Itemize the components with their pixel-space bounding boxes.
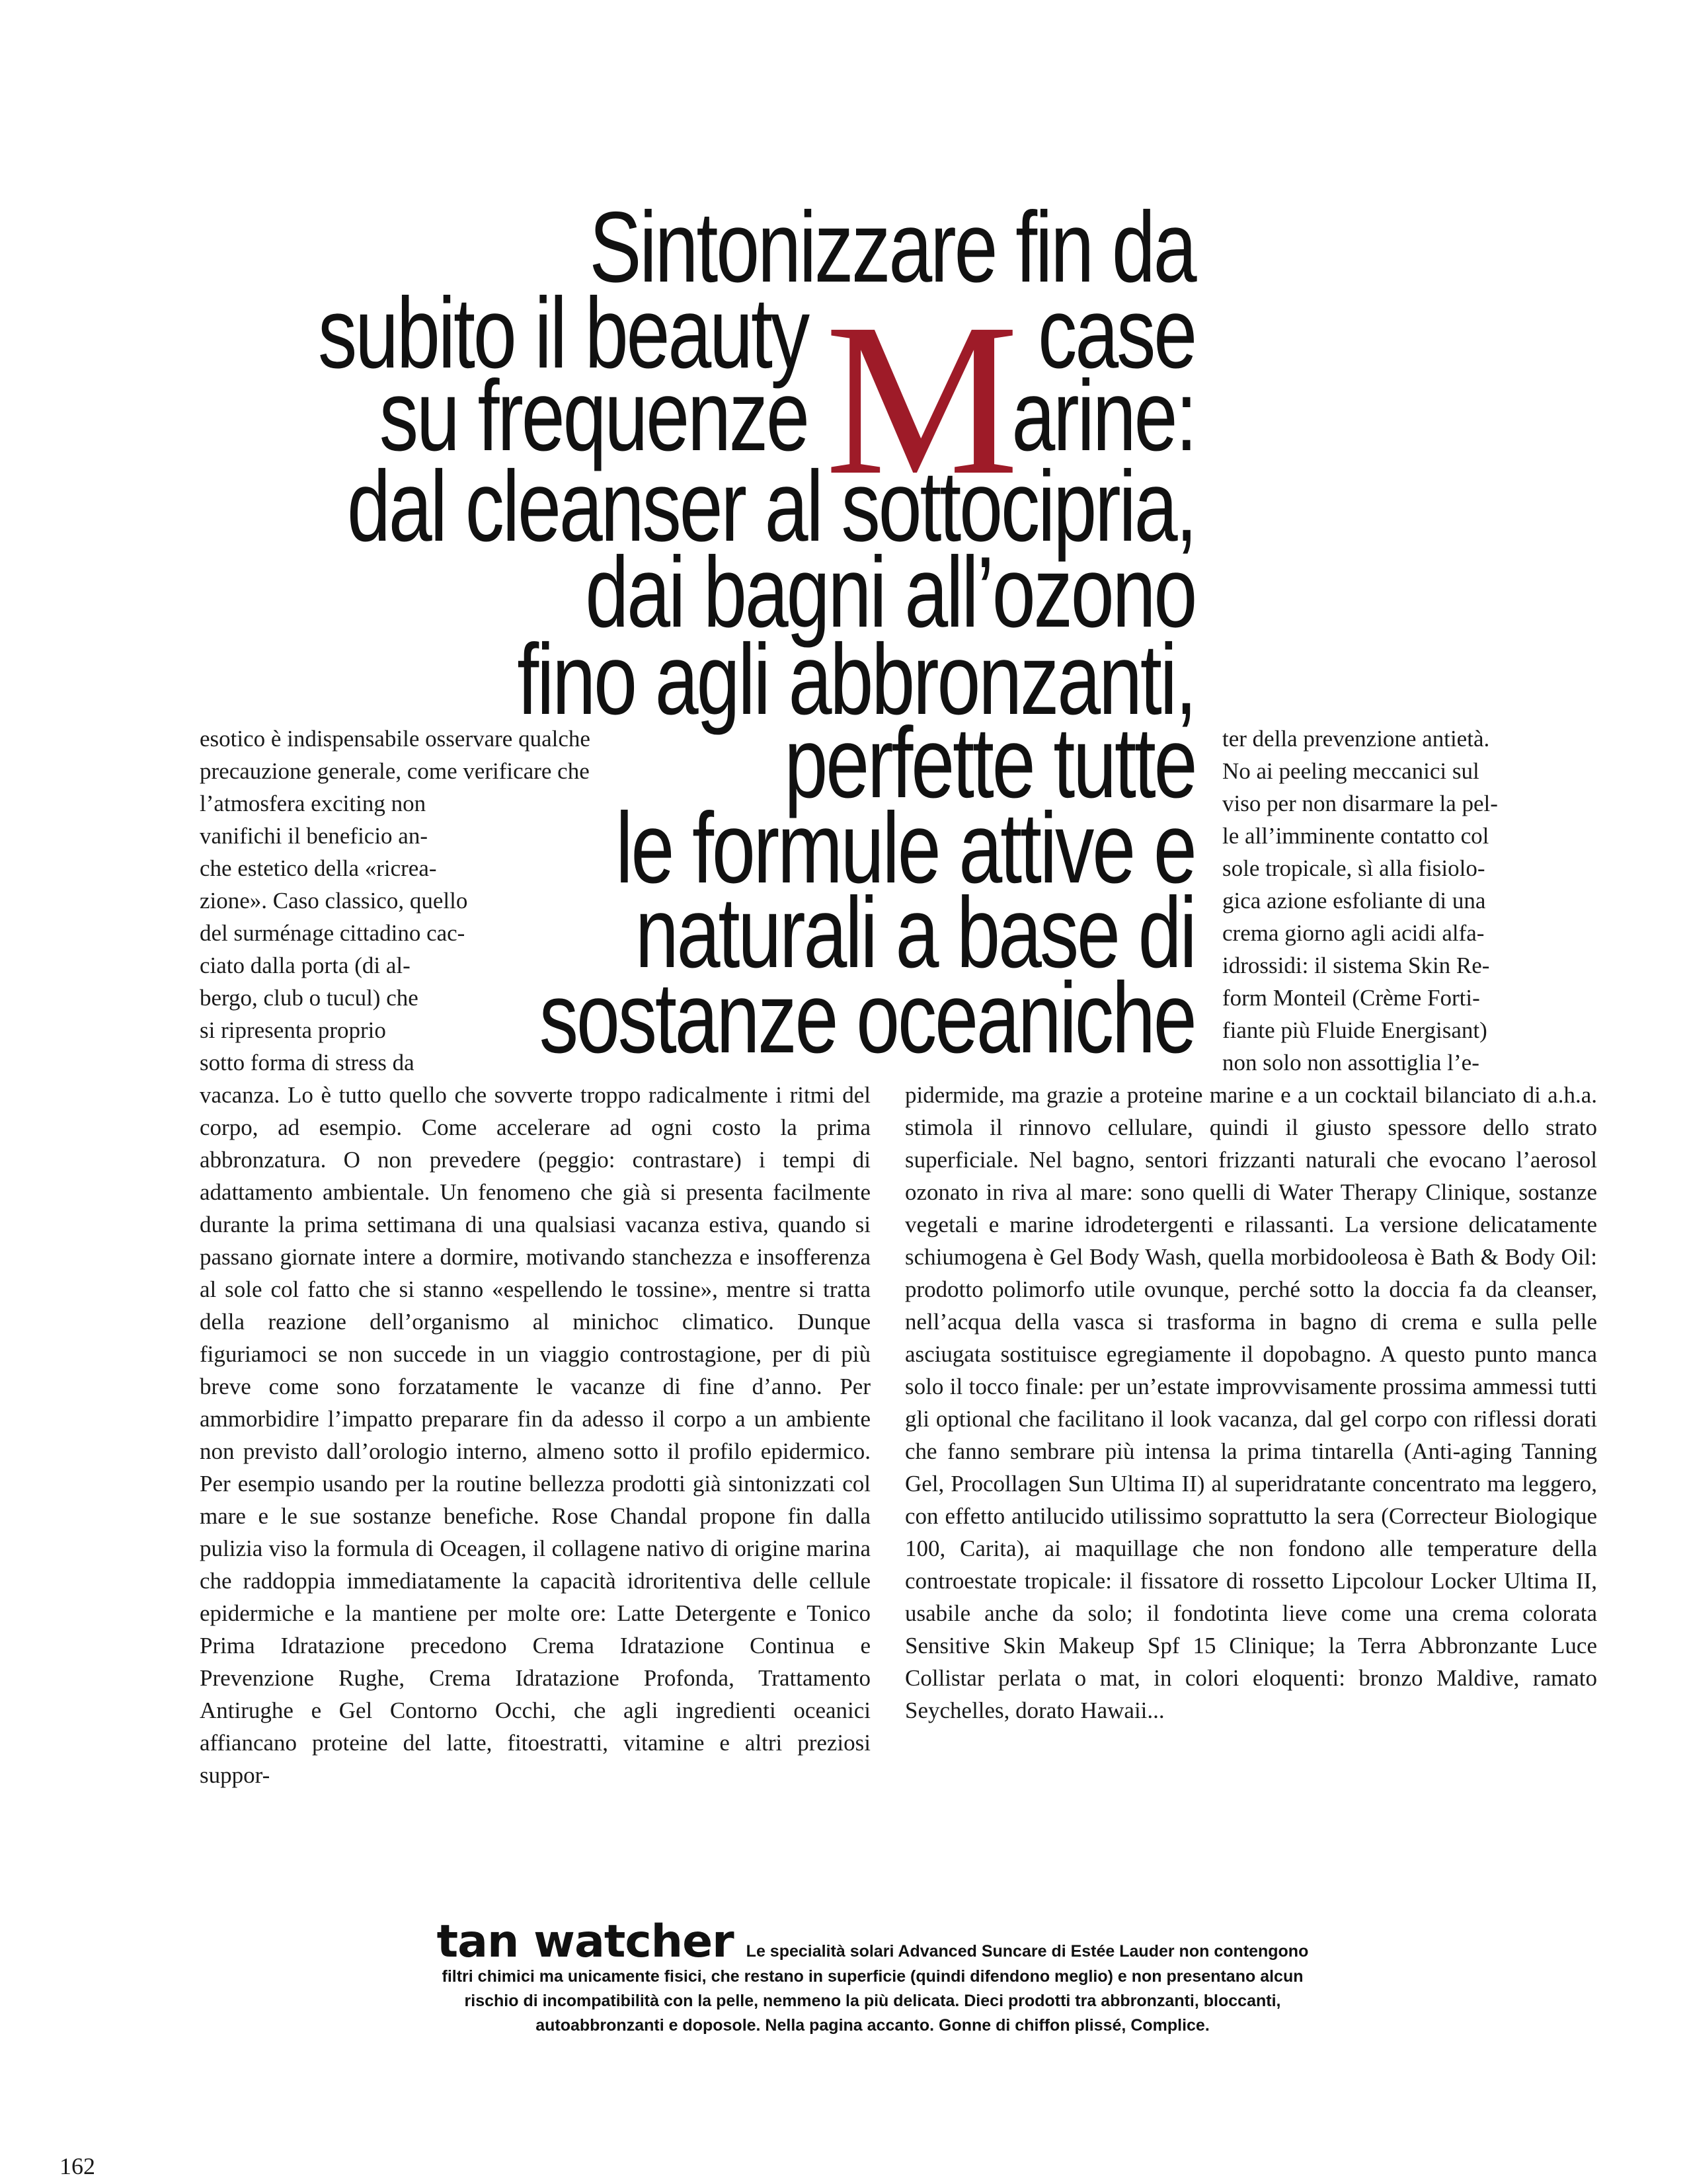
headline-line-1: Sintonizzare fin da — [589, 191, 1195, 303]
caption-text: Le specialità solari Advanced Suncare di Estée Lauder non contengono filtri chimici ma unicamente fisici, che restano in superficie (quindi difendono meglio) e non presentano alcun rischio di incompatibilità con la pelle, nemmeno la più delicata. Dieci prodotti tra abbronzanti, bloccanti, autoabbronzanti e doposole. Nella pagina accanto. Gonne di chiffon plissé, Complice. — [442, 1942, 1309, 2035]
right-line: ter della prevenzione antietà. — [1222, 726, 1490, 752]
left-line: sotto forma di stress da — [200, 1050, 414, 1075]
headline-line-9: naturali a base di — [635, 877, 1195, 989]
right-line: fiante più Fluide Energisant) — [1222, 1017, 1487, 1043]
right-line: No ai peeling meccanici sul — [1222, 758, 1479, 784]
headline-line-2a: subito il beauty — [318, 277, 808, 389]
headline-line-6: fino agli abbronzanti, — [517, 623, 1195, 736]
page-number: 162 — [59, 2153, 95, 2179]
headline-line-5: dai bagni all’ozono — [585, 536, 1195, 648]
right-line: crema giorno agli acidi alfa- — [1222, 920, 1485, 946]
headline-line-10: sostanze oceaniche — [539, 962, 1195, 1074]
headline-line-3a: su frequenze — [379, 360, 808, 472]
left-line: del surménage cittadino cac- — [200, 920, 465, 946]
headline-line-3b: arine: — [1011, 360, 1195, 472]
body-text-right: pidermide, ma grazie a proteine marine e a un cocktail bilanciato di a.h.a. stimola il rinnovo cellulare, quindi il giusto spessore dello strato superficiale. Nel bagno, sentori frizzanti naturali che evocano l’aerosol ozonato in riva al mare: sono quelli di Water Therapy Clinique, sostanze vegetali e marine idrodetergenti e rilassanti. La versione delicatamente schiumogena è Gel Body Wash, quella morbidooleosa è Bath & Body Oil: prodotto polimorfo utile ovunque, perché sotto la doccia fa da cleanser, nell’acqua della vasca si trasforma in bagno di crema e sulla pelle asciugata sostituisce egregiamente il dopobagno. A questo punto manca solo il tocco finale: per un’estate improvvisamente prossima ammessi tutti gli optional che facilitano il look vacanza, dal gel corpo con riflessi dorati che fanno sembrare più intensa la prima tintarella (Anti-aging Tanning Gel, Procollagen Sun Ultima II) al superidratante concentrato ma leggero, con effetto antilucido utilissimo soprattutto la sera (Correcteur Biologique 100, Carita), ai maquillage che non fondono alle temperature della controestate tropicale: il fissatore di rossetto Lipcolour Locker Ultima II, usabile anche da solo; il fondotinta lieve come una crema colorata Sensitive Skin Makeup Spf 15 Clinique; la Terra Abbronzante Luce Collistar perlata o mat, in colori eloquenti: bronzo Maldive, ramato Seychelles, dorato Hawaii... — [905, 1082, 1597, 1723]
headline-line-4: dal cleanser al sottocipria, — [346, 450, 1195, 563]
left-line: precauzione generale, come verificare che — [200, 758, 590, 784]
right-line: gica azione esfoliante di una — [1222, 888, 1486, 914]
right-line: le all’imminente contatto col — [1222, 823, 1489, 849]
left-line: l’atmosfera exciting non — [200, 791, 426, 816]
tan-watcher-caption — [430, 1916, 1315, 2038]
left-line: si ripresenta proprio — [200, 1017, 386, 1043]
left-line: zione». Caso classico, quello — [200, 888, 468, 914]
left-line: bergo, club o tucul) che — [200, 985, 418, 1011]
left-line: esotico è indispensabile osservare qualche — [200, 726, 590, 752]
drop-letter: M — [825, 279, 1019, 520]
headline-line-2b: case — [1038, 277, 1195, 389]
headline-line-7: perfette tutte — [783, 707, 1195, 819]
left-line: ciato dalla porta (di al- — [200, 953, 411, 978]
left-column-intro — [200, 722, 677, 1079]
right-line: idrossidi: il sistema Skin Re- — [1222, 953, 1490, 978]
caption-title: tan watcher — [436, 1916, 734, 1968]
right-column-intro — [1222, 722, 1596, 1079]
right-line: form Monteil (Crème Forti- — [1222, 985, 1480, 1011]
left-line: che estetico della «ricrea- — [200, 855, 437, 881]
right-line: sole tropicale, sì alla fisiolo- — [1222, 855, 1485, 881]
left-line: vanifichi il beneficio an- — [200, 823, 428, 849]
right-line: viso per non disarmare la pel- — [1222, 791, 1498, 816]
body-text-left: vacanza. Lo è tutto quello che sovverte troppo radicalmente i ritmi del corpo, ad esempio. Come accelerare ad ogni costo la prima abbronzatura. O non prevedere (peggio: contrastare) i tempi di adattamento ambientale. Un fenomeno che già si presenta facilmente durante la prima settimana di una qualsiasi vacanza estiva, quando si passano giornate intere a dormire, motivando stanchezza e insofferenza al sole col fatto che si stanno «espellendo le tossine», mentre si tratta della reazione dell’organismo al minichoc climatico. Dunque figuriamoci se non succede in un viaggio controstagione, per di più breve come sono forzatamente le vacanze di fine d’anno. Per ammorbidire l’impatto preparare fin da adesso il corpo a un ambiente non previsto dall’orologio interno, almeno sotto il profilo epidermico. Per esempio usando per la routine bellezza prodotti già sintonizzati col mare e le sue sostanze benefiche. Rose Chandal propone fin dalla pulizia viso la formula di Oceagen, il collagene nativo di origine marina che raddoppia immediatamente la capacità idroritentiva delle cellule epidermiche e la mantiene per molte ore: Latte Detergente e Tonico Prima Idratazione precedono Crema Idratazione Continua e Prevenzione Rughe, Crema Idratazione Profonda, Trattamento Antirughe e Gel Contorno Occhi, che agli ingredienti oceanici affiancano proteine del latte, fitoestratti, vitamine e altri preziosi suppor- — [200, 1082, 871, 1788]
right-line: non solo non assottiglia l’e- — [1222, 1050, 1479, 1075]
headline-line-8: le formule attive e — [615, 792, 1195, 904]
